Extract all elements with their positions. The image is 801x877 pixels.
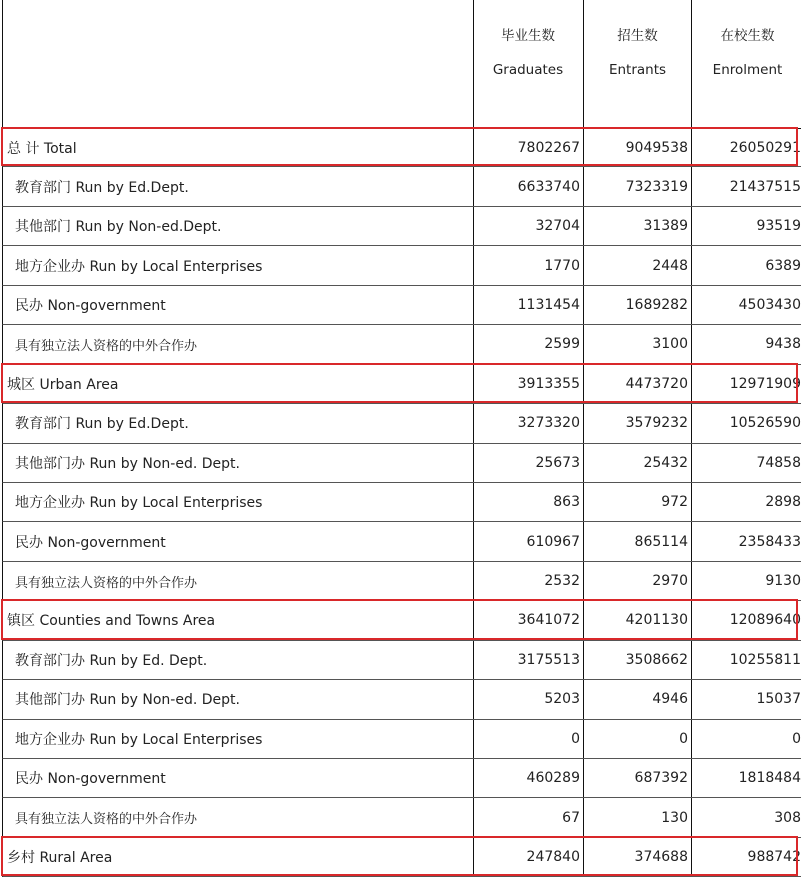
table-row <box>2 444 801 483</box>
graduates-value: 25673 <box>473 444 583 482</box>
enrolment-value: 10526590 <box>691 404 801 442</box>
entrants-value: 2448 <box>583 246 691 284</box>
entrants-value: 3100 <box>583 325 691 363</box>
graduates-value: 863 <box>473 483 583 521</box>
graduates-value: 6633740 <box>473 167 583 205</box>
graduates-value: 32704 <box>473 207 583 245</box>
row-label: 地方企业办 Run by Local Enterprises <box>15 258 263 275</box>
graduates-value: 610967 <box>473 522 583 560</box>
enrolment-value: 12089640 <box>691 601 801 639</box>
entrants-value: 3579232 <box>583 404 691 442</box>
graduates-value: 247840 <box>473 838 583 876</box>
column-header-zh: 招生数 <box>617 28 658 44</box>
table-row-group-total <box>2 128 801 167</box>
entrants-value: 687392 <box>583 759 691 797</box>
entrants-value: 2970 <box>583 562 691 600</box>
row-label: 其他部门办 Run by Non-ed. Dept. <box>15 692 240 709</box>
row-label: 民办 Non-government <box>15 771 166 788</box>
row-label: 地方企业办 Run by Local Enterprises <box>15 495 263 512</box>
enrolment-value: 93519 <box>691 207 801 245</box>
enrolment-value: 26050291 <box>691 129 801 166</box>
row-label: 其他部门 Run by Non-ed.Dept. <box>15 219 222 236</box>
table-row <box>2 680 801 719</box>
table-row <box>2 404 801 443</box>
enrolment-value: 9438 <box>691 325 801 363</box>
enrolment-value: 308 <box>691 798 801 836</box>
entrants-value: 25432 <box>583 444 691 482</box>
row-label: 总 计 Total <box>7 140 77 157</box>
graduates-value: 7802267 <box>473 129 583 166</box>
row-label: 城区 Urban Area <box>7 376 119 393</box>
enrolment-value: 10255811 <box>691 641 801 679</box>
column-header-zh: 毕业生数 <box>501 28 555 44</box>
enrolment-value: 0 <box>691 720 801 758</box>
row-label: 教育部门办 Run by Ed. Dept. <box>15 652 208 669</box>
table-header <box>2 0 801 128</box>
row-label: 镇区 Counties and Towns Area <box>7 613 216 630</box>
graduates-value: 2599 <box>473 325 583 363</box>
entrants-value: 130 <box>583 798 691 836</box>
enrolment-value: 74858 <box>691 444 801 482</box>
enrolment-value: 2358433 <box>691 522 801 560</box>
table-row <box>2 562 801 601</box>
enrolment-value: 2898 <box>691 483 801 521</box>
entrants-value: 1689282 <box>583 286 691 324</box>
column-header-en: Enrolment <box>712 62 783 78</box>
row-label: 民办 Non-government <box>15 297 166 314</box>
graduates-value: 1131454 <box>473 286 583 324</box>
entrants-value: 4946 <box>583 680 691 718</box>
table-row <box>2 286 801 325</box>
graduates-value: 0 <box>473 720 583 758</box>
enrolment-value: 6389 <box>691 246 801 284</box>
graduates-value: 3641072 <box>473 601 583 639</box>
graduates-value: 3175513 <box>473 641 583 679</box>
entrants-value: 9049538 <box>583 129 691 166</box>
enrolment-value: 21437515 <box>691 167 801 205</box>
entrants-value: 3508662 <box>583 641 691 679</box>
table-row <box>2 720 801 759</box>
enrolment-value: 4503430 <box>691 286 801 324</box>
entrants-value: 7323319 <box>583 167 691 205</box>
graduates-value: 2532 <box>473 562 583 600</box>
graduates-value: 1770 <box>473 246 583 284</box>
graduates-value: 67 <box>473 798 583 836</box>
column-header-graduates <box>473 0 582 128</box>
enrolment-value: 1818484 <box>691 759 801 797</box>
entrants-value: 4201130 <box>583 601 691 639</box>
entrants-value: 31389 <box>583 207 691 245</box>
row-label: 乡村 Rural Area <box>7 850 113 867</box>
entrants-value: 374688 <box>583 838 691 876</box>
row-label: 教育部门 Run by Ed.Dept. <box>15 179 189 196</box>
column-header-en: Entrants <box>608 62 667 78</box>
entrants-value: 972 <box>583 483 691 521</box>
row-label: 教育部门 Run by Ed.Dept. <box>15 416 189 433</box>
enrolment-value: 15037 <box>691 680 801 718</box>
column-header-enrolment <box>691 0 801 128</box>
statistics-table <box>2 0 801 877</box>
column-header-entrants <box>583 0 691 128</box>
table-row-group-total <box>2 601 801 640</box>
column-header-zh: 在校生数 <box>720 28 775 44</box>
table-row <box>2 759 801 798</box>
row-label: 民办 Non-government <box>15 534 166 551</box>
graduates-value: 5203 <box>473 680 583 718</box>
table-body <box>2 128 801 877</box>
enrolment-value: 12971909 <box>691 365 801 403</box>
entrants-value: 865114 <box>583 522 691 560</box>
graduates-value: 3273320 <box>473 404 583 442</box>
row-label: 其他部门办 Run by Non-ed. Dept. <box>15 455 240 472</box>
table-row <box>2 522 801 561</box>
graduates-value: 460289 <box>473 759 583 797</box>
table-row <box>2 167 801 206</box>
table-row <box>2 246 801 285</box>
table-row <box>2 483 801 522</box>
table-row-group-total <box>2 365 801 404</box>
column-header-en: Graduates <box>492 62 564 78</box>
table-row <box>2 325 801 364</box>
row-label: 具有独立法人资格的中外合作办 <box>15 575 198 591</box>
enrolment-value: 988742 <box>691 838 801 876</box>
row-label: 地方企业办 Run by Local Enterprises <box>15 731 263 748</box>
enrolment-value: 9130 <box>691 562 801 600</box>
table-row <box>2 641 801 680</box>
row-label: 具有独立法人资格的中外合作办 <box>15 338 198 354</box>
table-row <box>2 798 801 837</box>
graduates-value: 3913355 <box>473 365 583 403</box>
table-row <box>2 207 801 246</box>
entrants-value: 4473720 <box>583 365 691 403</box>
entrants-value: 0 <box>583 720 691 758</box>
row-label: 具有独立法人资格的中外合作办 <box>15 812 198 828</box>
table-row-group-total <box>2 838 801 877</box>
